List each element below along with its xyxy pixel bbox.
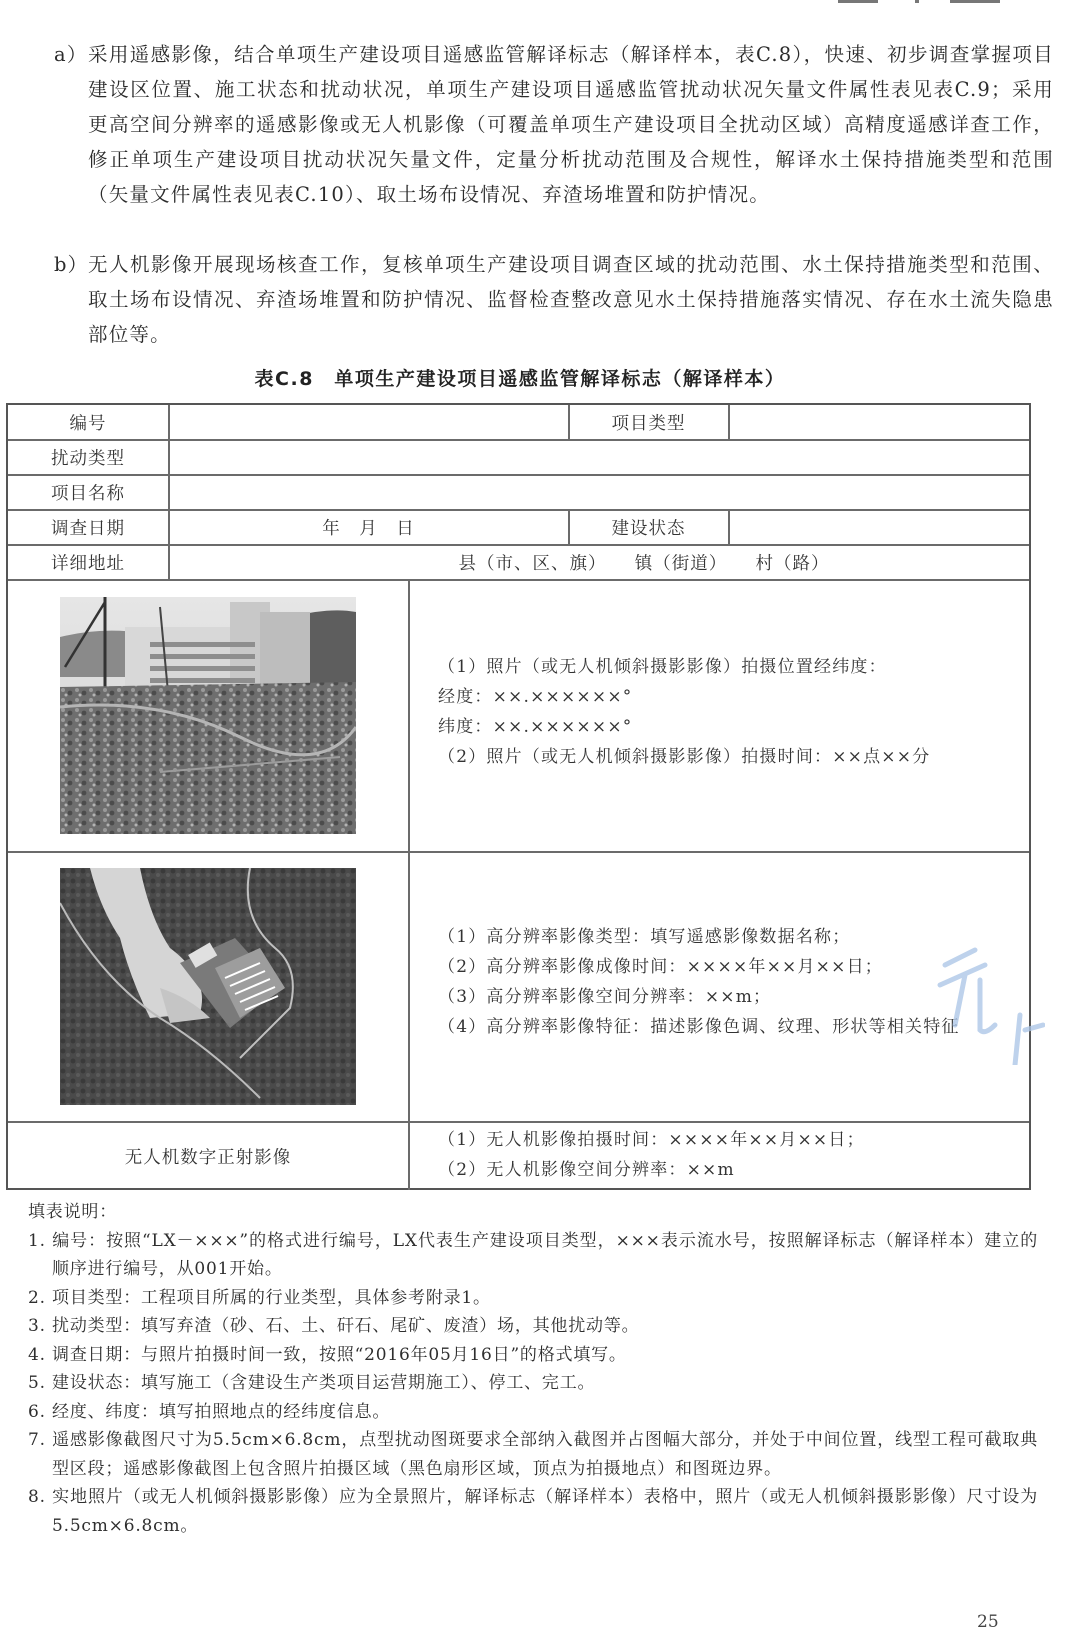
- label-survey-date: 调查日期: [51, 518, 125, 539]
- interpretation-sample-table: [6, 403, 1031, 1190]
- note-item: 7. 遥感影像截图尺寸为5.5cm×6.8cm，点型扰动图斑要求全部纳入截图并占图幅大部分，并处于中间位置，线型工程可截取典型区段；遥感影像截图上包含照片拍摄区域（黑色扇形区域，顶点为拍摄地点）和图斑边界。: [28, 1430, 1038, 1479]
- label-address: 详细地址: [51, 553, 125, 574]
- table-notes: [28, 1198, 1038, 1540]
- note-item: 6. 经度、纬度：填写拍照地点的经纬度信息。: [28, 1401, 391, 1422]
- notes-title: 填表说明：: [28, 1202, 117, 1222]
- uav-info-line: （2）无人机影像空间分辨率：××m: [438, 1160, 735, 1180]
- photo-info-line: 纬度：××.××××××°: [438, 717, 633, 737]
- photo-info-line: 经度：××.××××××°: [438, 687, 633, 707]
- note-item: 2. 项目类型：工程项目所属的行业类型，具体参考附录1。: [28, 1287, 491, 1308]
- field-construction-status[interactable]: [729, 510, 1029, 544]
- page-number: 25: [977, 1612, 999, 1632]
- paragraph-text: 无人机影像开展现场核查工作，复核单项生产建设项目调查区域的扰动范围、水土保持措施类型和范围、取土场布设情况、弃渣场堆置和防护情况、监督检查整改意见水土保持措施落实情况、存在水土流失隐患部位等。: [88, 253, 1054, 346]
- table-title: 表C.8 单项生产建设项目遥感监管解译标志（解译样本）: [254, 368, 786, 390]
- uav-info: [438, 1125, 865, 1185]
- satellite-info: [438, 922, 960, 1042]
- label-uav-orthophoto: 无人机数字正射影像: [124, 1147, 292, 1168]
- note-item: 4. 调查日期：与照片拍摄时间一致，按照“2016年05月16日”的格式填写。: [28, 1344, 627, 1365]
- field-survey-date[interactable]: 年 月 日: [322, 518, 415, 539]
- label-project-type: 项目类型: [611, 413, 686, 434]
- satellite-info-line: （2）高分辨率影像成像时间：××××年××月××日；: [438, 957, 883, 977]
- note-item: 3. 扰动类型：填写弃渣（砂、石、土、矸石、尾矿、废渣）场，其他扰动等。: [28, 1316, 640, 1336]
- paragraph-label: b）: [54, 253, 89, 276]
- construction-site-photo: [60, 597, 356, 834]
- label-construction-status: 建设状态: [611, 518, 686, 539]
- field-project-type[interactable]: [729, 405, 1029, 439]
- note-item: 5. 建设状态：填写施工（含建设生产类项目运营期施工）、停工、完工。: [28, 1373, 596, 1393]
- paragraph-label: a）: [54, 43, 88, 66]
- page-header-remnant: [820, 0, 1080, 6]
- satellite-info-line: （1）高分辨率影像类型：填写遥感影像数据名称；: [438, 927, 851, 947]
- photo-info-line: （1）照片（或无人机倾斜摄影影像）拍摄位置经纬度：: [438, 657, 887, 677]
- photo-info-line: （2）照片（或无人机倾斜摄影影像）拍摄时间：××点××分: [438, 747, 931, 767]
- label-id: 编号: [69, 413, 107, 434]
- field-project-name[interactable]: [169, 475, 1029, 509]
- satellite-image: [60, 868, 356, 1105]
- paragraph-a: [54, 37, 1054, 212]
- paragraph-b: [54, 247, 1054, 352]
- label-project-name: 项目名称: [51, 483, 125, 504]
- label-disturbance-type: 扰动类型: [51, 448, 125, 469]
- field-id[interactable]: [169, 405, 568, 439]
- note-item: 1. 编号：按照“LX－×××”的格式进行编号，LX代表生产建设项目类型，×××表示流水号，按照解译标志（解译样本）建立的顺序进行编号，从001开始。: [28, 1230, 1038, 1279]
- note-item: 8. 实地照片（或无人机倾斜摄影影像）应为全景照片，解译标志（解译样本）表格中，照片（或无人机倾斜摄影影像）尺寸设为5.5cm×6.8cm。: [28, 1487, 1038, 1536]
- paragraph-text: 采用遥感影像，结合单项生产建设项目遥感监管解译标志（解译样本，表C.8），快速、初步调查掌握项目建设区位置、施工状态和扰动状况，单项生产建设项目遥感监管扰动状况矢量文件属性表见表C.9；采用更高空间分辨率的遥感影像或无人机影像（可覆盖单项生产建设项目全扰动区域）高精度遥感详查工作，修正单项生产建设项目扰动状况矢量文件，定量分析扰动范围及合规性，解译水土保持措施类型和范围（矢量文件属性表见表C.10）、取土场布设情况、弃渣场堆置和防护情况。: [88, 43, 1054, 206]
- photo-info: [438, 652, 930, 772]
- field-disturbance-type[interactable]: [169, 440, 1029, 474]
- satellite-info-line: （3）高分辨率影像空间分辨率：××m；: [438, 987, 772, 1007]
- satellite-info-line: （4）高分辨率影像特征：描述影像色调、纹理、形状等相关特征: [438, 1017, 960, 1037]
- field-address[interactable]: 县（市、区、旗） 镇（街道） 村（路）: [458, 553, 830, 574]
- uav-info-line: （1）无人机影像拍摄时间：××××年××月××日；: [438, 1130, 865, 1150]
